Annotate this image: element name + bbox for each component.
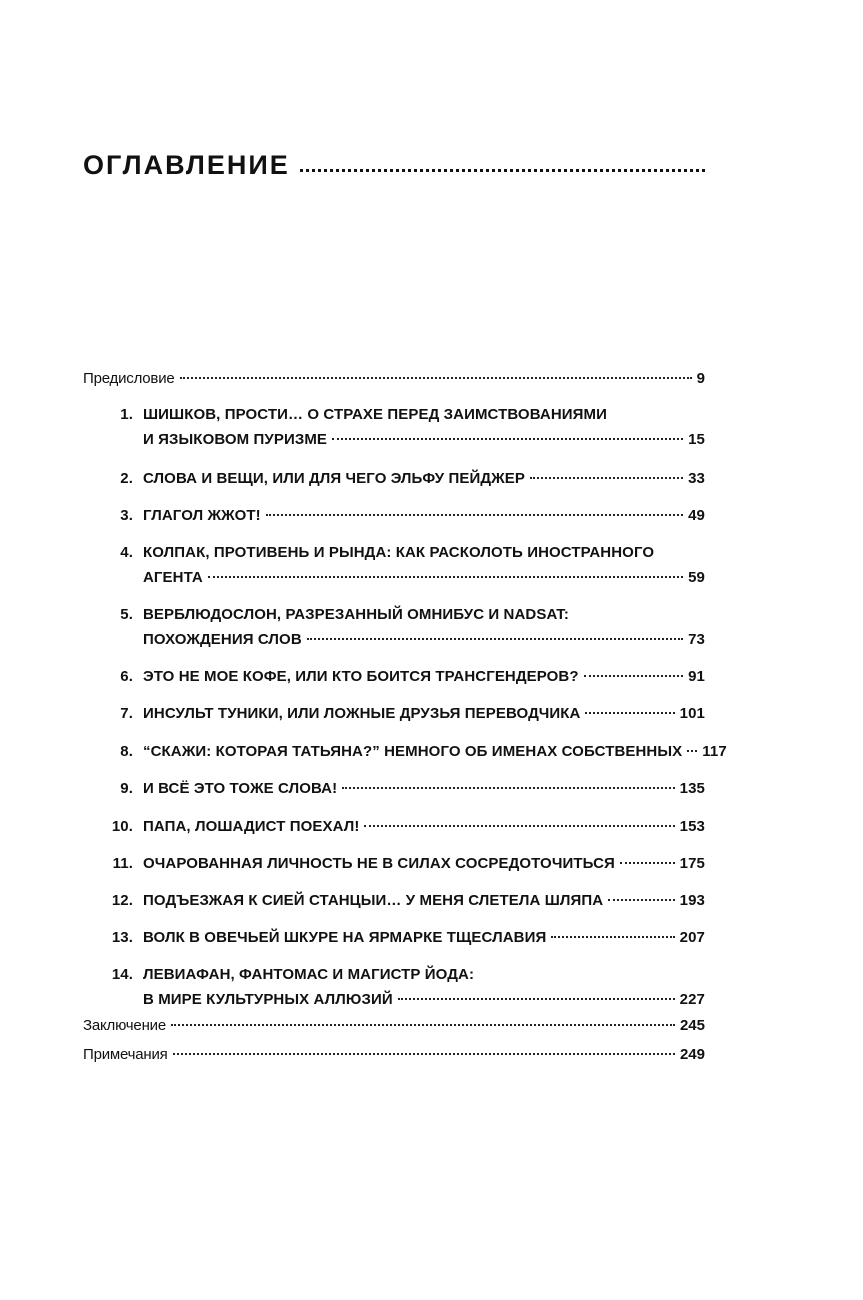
chapter-title: ЭТО НЕ МОЕ КОФЕ, ИЛИ КТО БОИТСЯ ТРАНСГЕНДЕРОВ? xyxy=(143,668,579,685)
chapter-number: 4. xyxy=(120,544,133,561)
chapter-title-row xyxy=(143,892,705,916)
chapter-title: ПОДЪЕЗЖАЯ К СИЕЙ СТАНЦЫИ… У МЕНЯ СЛЕТЕЛА ШЛЯПА xyxy=(143,892,604,909)
toc-page-number: 135 xyxy=(679,780,705,797)
table-of-contents xyxy=(83,370,727,1076)
toc-entry-chapter[interactable] xyxy=(83,780,705,804)
toc-entry-chapter[interactable] xyxy=(83,966,705,1015)
toc-heading-row xyxy=(83,150,705,181)
toc-entry-label: Примечания xyxy=(83,1046,168,1063)
toc-entry-label: Заключение xyxy=(83,1017,166,1034)
chapter-body xyxy=(143,544,705,593)
dot-leader xyxy=(585,712,674,714)
dot-leader xyxy=(173,1053,675,1055)
dot-leader xyxy=(551,936,674,938)
chapter-title-line: ЛЕВИАФАН, ФАНТОМАС И МАГИСТР ЙОДА: xyxy=(143,966,475,983)
dot-leader xyxy=(266,514,683,516)
toc-entry-chapter[interactable] xyxy=(83,544,705,593)
toc-entry-conclusion[interactable] xyxy=(83,1017,705,1046)
toc-entry-chapter[interactable] xyxy=(83,855,705,879)
toc-page-number: 49 xyxy=(688,507,705,524)
dot-leader xyxy=(180,377,692,379)
chapter-number: 2. xyxy=(120,470,133,487)
dot-leader xyxy=(332,438,683,440)
chapter-list xyxy=(83,406,727,1015)
chapter-body xyxy=(143,470,705,494)
chapter-title: ПОХОЖДЕНИЯ СЛОВ xyxy=(143,631,302,648)
dot-leader xyxy=(342,787,674,789)
chapter-number: 12. xyxy=(111,892,133,909)
chapter-body xyxy=(143,668,705,692)
chapter-title: АГЕНТА xyxy=(143,569,203,586)
dot-leader xyxy=(364,825,674,827)
chapter-title-line: ВЕРБЛЮДОСЛОН, РАЗРЕЗАННЫЙ ОМНИБУС И NADSAT: xyxy=(143,606,569,623)
chapter-number: 14. xyxy=(111,966,133,983)
chapter-number: 7. xyxy=(120,705,133,722)
toc-page-number: 117 xyxy=(702,743,727,760)
chapter-title: СЛОВА И ВЕЩИ, ИЛИ ДЛЯ ЧЕГО ЭЛЬФУ ПЕЙДЖЕР xyxy=(143,470,525,487)
toc-entry-chapter[interactable] xyxy=(83,818,705,842)
chapter-title-row xyxy=(143,631,705,655)
toc-entry-chapter[interactable] xyxy=(83,470,705,494)
dot-leader xyxy=(398,998,675,1000)
chapter-title-row xyxy=(143,431,705,455)
chapter-body xyxy=(143,743,727,767)
chapter-body xyxy=(143,966,705,1015)
heading-dot-leader xyxy=(300,169,705,172)
dot-leader xyxy=(608,899,674,901)
chapter-title-row xyxy=(143,929,705,953)
chapter-title: ГЛАГОЛ ЖЖОТ! xyxy=(143,507,261,524)
dot-leader xyxy=(584,675,683,677)
chapter-number: 13. xyxy=(111,929,133,946)
toc-page-number: 15 xyxy=(688,431,705,448)
chapter-title-row xyxy=(143,743,727,767)
dot-leader xyxy=(620,862,675,864)
toc-entry-chapter[interactable] xyxy=(83,406,705,455)
toc-entry-chapter[interactable] xyxy=(83,705,705,729)
chapter-title: И ВСЁ ЭТО ТОЖЕ СЛОВА! xyxy=(143,780,338,797)
chapter-body xyxy=(143,606,705,655)
toc-entry-preface[interactable] xyxy=(83,370,705,400)
chapter-number: 8. xyxy=(120,743,133,760)
chapter-body xyxy=(143,705,705,729)
toc-page-number: 33 xyxy=(688,470,705,487)
page-title: ОГЛАВЛЕНИЕ xyxy=(83,150,290,180)
dot-leader xyxy=(687,750,697,752)
chapter-title: В МИРЕ КУЛЬТУРНЫХ АЛЛЮЗИЙ xyxy=(143,991,393,1008)
toc-page-number: 207 xyxy=(679,929,705,946)
chapter-title: ИНСУЛЬТ ТУНИКИ, ИЛИ ЛОЖНЫЕ ДРУЗЬЯ ПЕРЕВОДЧИКА xyxy=(143,705,581,722)
dot-leader xyxy=(530,477,683,479)
dot-leader xyxy=(307,638,683,640)
toc-page-number: 9 xyxy=(696,370,705,387)
toc-entry-chapter[interactable] xyxy=(83,507,705,531)
chapter-number: 10. xyxy=(111,818,133,835)
chapter-title: ВОЛК В ОВЕЧЬЕЙ ШКУРЕ НА ЯРМАРКЕ ТЩЕСЛАВИЯ xyxy=(143,929,547,946)
toc-page-number: 153 xyxy=(679,818,705,835)
chapter-title-row xyxy=(143,668,705,692)
chapter-number: 11. xyxy=(112,855,133,872)
toc-page-number: 59 xyxy=(688,569,705,586)
chapter-title: ОЧАРОВАННАЯ ЛИЧНОСТЬ НЕ В СИЛАХ СОСРЕДОТОЧИТЬСЯ xyxy=(143,855,615,872)
chapter-title-row xyxy=(143,991,705,1015)
toc-page-number: 249 xyxy=(679,1046,705,1063)
toc-entry-label: Предисловие xyxy=(83,370,175,387)
chapter-body xyxy=(143,892,705,916)
chapter-title-row xyxy=(143,507,705,531)
toc-entry-chapter[interactable] xyxy=(83,743,727,767)
chapter-body xyxy=(143,855,705,879)
chapter-title-line: КОЛПАК, ПРОТИВЕНЬ И РЫНДА: КАК РАСКОЛОТЬ ИНОСТРАННОГО xyxy=(143,544,655,561)
toc-page-number: 193 xyxy=(679,892,705,909)
toc-page-number: 91 xyxy=(688,668,705,685)
chapter-number: 5. xyxy=(120,606,133,623)
chapter-title-row xyxy=(143,705,705,729)
chapter-body xyxy=(143,818,705,842)
chapter-title-line: ШИШКОВ, ПРОСТИ… О СТРАХЕ ПЕРЕД ЗАИМСТВОВАНИЯМИ xyxy=(143,406,607,423)
dot-leader xyxy=(208,576,683,578)
chapter-title-row xyxy=(143,780,705,804)
toc-page-number: 227 xyxy=(679,991,705,1008)
chapter-title-row xyxy=(143,470,705,494)
chapter-body xyxy=(143,507,705,531)
chapter-title-row xyxy=(143,855,705,879)
toc-page-number: 73 xyxy=(688,631,705,648)
chapter-body xyxy=(143,929,705,953)
chapter-title: ПАПА, ЛОШАДИСТ ПОЕХАЛ! xyxy=(143,818,360,835)
chapter-number: 3. xyxy=(120,507,133,524)
chapter-number: 6. xyxy=(120,668,133,685)
chapter-title-row xyxy=(143,569,705,593)
toc-entry-chapter[interactable] xyxy=(83,892,705,916)
chapter-body xyxy=(143,406,705,455)
toc-entry-chapter[interactable] xyxy=(83,606,705,655)
toc-entry-chapter[interactable] xyxy=(83,929,705,953)
chapter-number: 9. xyxy=(120,780,133,797)
toc-page-number: 175 xyxy=(679,855,705,872)
toc-page-number: 101 xyxy=(679,705,705,722)
chapter-title: “СКАЖИ: КОТОРАЯ ТАТЬЯНА?” НЕМНОГО ОБ ИМЕНАХ СОБСТВЕННЫХ xyxy=(143,743,683,760)
toc-entry-chapter[interactable] xyxy=(83,668,705,692)
chapter-title-row xyxy=(143,818,705,842)
chapter-title: И ЯЗЫКОВОМ ПУРИЗМЕ xyxy=(143,431,328,448)
chapter-body xyxy=(143,780,705,804)
dot-leader xyxy=(171,1024,675,1026)
toc-page-number: 245 xyxy=(679,1017,705,1034)
toc-entry-notes[interactable] xyxy=(83,1046,705,1076)
chapter-number: 1. xyxy=(120,406,133,423)
